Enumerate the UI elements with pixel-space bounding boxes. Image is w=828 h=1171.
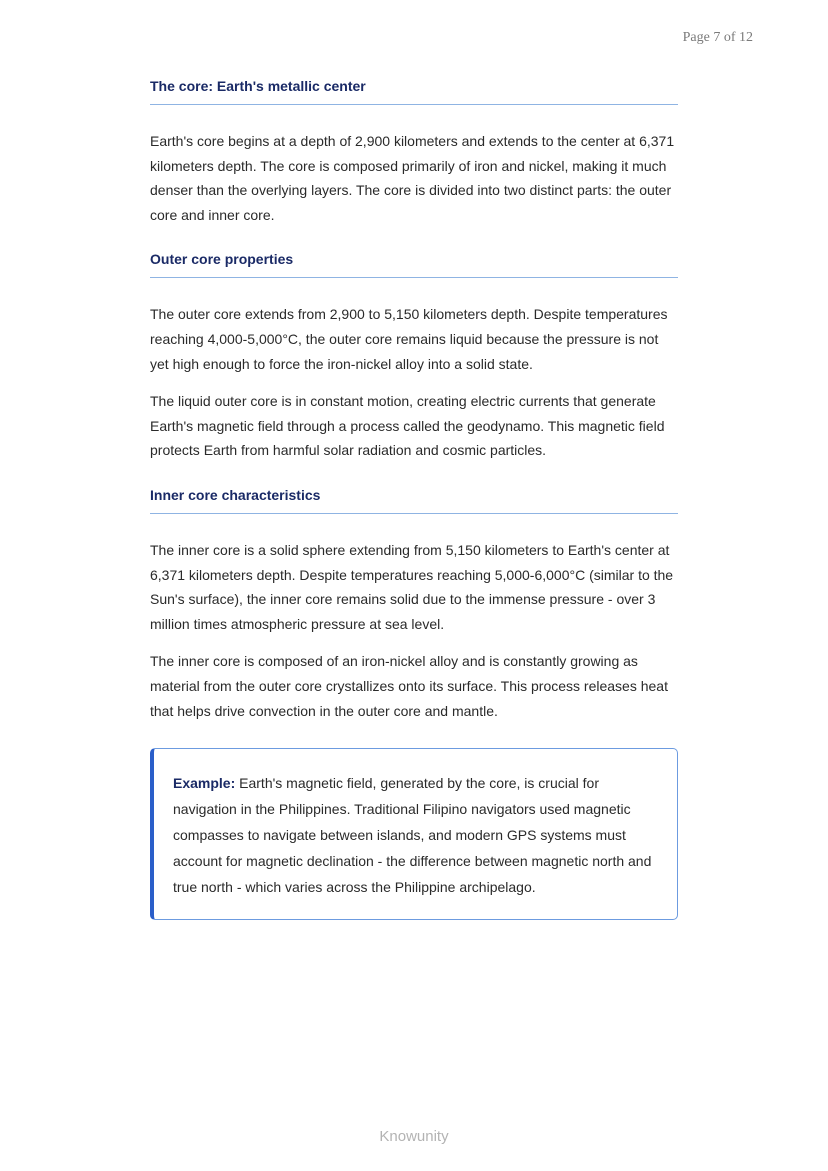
paragraph-core-intro: Earth's core begins at a depth of 2,900 kilometers and extends to the center at 6,371 kilometers depth. The core is composed primarily of iron and nickel, making it much denser than the overlying layers. The core is divided into two distinct parts: the outer core and inner core. <box>150 133 675 223</box>
section-heading-core: The core: Earth's metallic center <box>150 78 678 105</box>
example-label: Example: <box>173 775 236 792</box>
footer-brand: Knowunity <box>379 1128 449 1145</box>
document-body <box>150 78 678 920</box>
paragraph-inner-core-1: The inner core is a solid sphere extending from 5,150 kilometers to Earth's center at 6,371 kilometers depth. Despite temperatures reaching 5,000-6,000°C (similar to the Sun's surface), the inner core remains solid due to the immense pressure - over 3 million times atmospheric pressure at sea level. <box>150 541 674 632</box>
example-callout <box>150 748 678 920</box>
section-heading-outer-core: Outer core properties <box>150 251 678 278</box>
paragraph-outer-core-2: The liquid outer core is in constant motion, creating electric currents that generate Earth's magnetic field through a process called the geodynamo. This magnetic field protects Earth from harmful solar radiation and cosmic particles. <box>150 393 665 459</box>
paragraph-outer-core-1: The outer core extends from 2,900 to 5,150 kilometers depth. Despite temperatures reaching 4,000-5,000°C, the outer core remains liquid because the pressure is not yet high enough to force the iron-nickel alloy into a solid state. <box>150 306 668 372</box>
section-heading-inner-core: Inner core characteristics <box>150 487 678 514</box>
page-number: Page 7 of 12 <box>682 30 753 45</box>
example-text: Earth's magnetic field, generated by the core, is crucial for navigation in the Philippines. Traditional Filipino navigators used magnetic compasses to navigate between islands, and modern GPS systems must account for magnetic declination - the difference between magnetic north and true north - which varies across the Philippine archipelago. <box>173 775 652 896</box>
paragraph-inner-core-2: The inner core is composed of an iron-nickel alloy and is constantly growing as material from the outer core crystallizes onto its surface. This process releases heat that helps drive convection in the outer core and mantle. <box>150 653 668 719</box>
